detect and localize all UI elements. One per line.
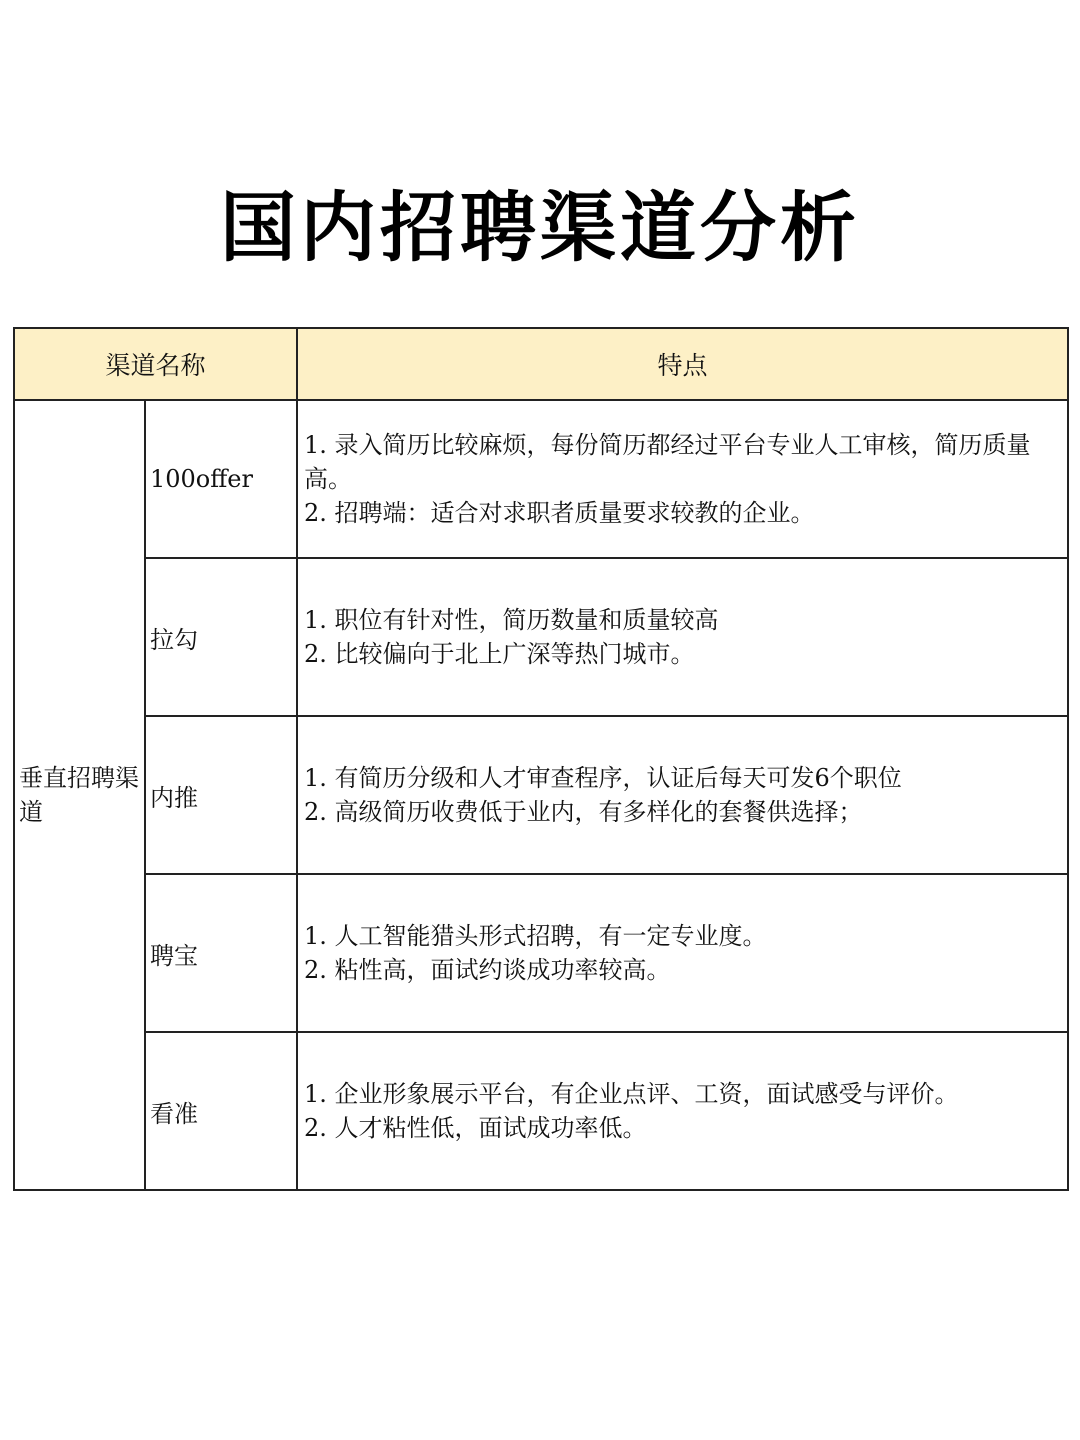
feature-item: 2. 招聘端：适合对求职者质量要求较教的企业。 — [304, 499, 815, 527]
channel-features — [297, 716, 1068, 874]
feature-item: 2. 高级简历收费低于业内，有多样化的套餐供选择； — [304, 798, 863, 826]
channel-features — [297, 400, 1068, 558]
table-row — [14, 400, 1068, 558]
channel-features — [297, 874, 1068, 1032]
channel-name: 拉勾 — [145, 558, 297, 716]
channel-table — [13, 327, 1069, 1191]
feature-item: 2. 人才粘性低，面试成功率低。 — [304, 1114, 647, 1142]
feature-item: 1. 有简历分级和人才审查程序，认证后每天可发6个职位 — [304, 764, 902, 792]
channel-name: 100offer — [145, 400, 297, 558]
channel-features — [297, 558, 1068, 716]
feature-item: 2. 粘性高，面试约谈成功率较高。 — [304, 956, 671, 984]
table-row — [14, 558, 1068, 716]
channel-name: 聘宝 — [145, 874, 297, 1032]
channel-name: 看准 — [145, 1032, 297, 1190]
table-header-row — [14, 328, 1068, 400]
feature-item: 1. 录入简历比较麻烦，每份简历都经过平台专业人工审核，简历质量高。 — [304, 431, 1031, 493]
group-vertical-recruiting: 垂直招聘渠道 — [14, 400, 145, 1190]
table-row — [14, 1032, 1068, 1190]
feature-item: 1. 人工智能猎头形式招聘，有一定专业度。 — [304, 922, 767, 950]
channel-name: 内推 — [145, 716, 297, 874]
channel-features — [297, 1032, 1068, 1190]
header-features: 特点 — [297, 328, 1068, 400]
header-channel-name: 渠道名称 — [14, 328, 297, 400]
page-title: 国内招聘渠道分析 — [220, 183, 860, 272]
feature-item: 1. 职位有针对性，简历数量和质量较高 — [304, 606, 719, 634]
table-row — [14, 716, 1068, 874]
feature-item: 2. 比较偏向于北上广深等热门城市。 — [304, 640, 695, 668]
feature-item: 1. 企业形象展示平台，有企业点评、工资，面试感受与评价。 — [304, 1080, 959, 1108]
table-row — [14, 874, 1068, 1032]
